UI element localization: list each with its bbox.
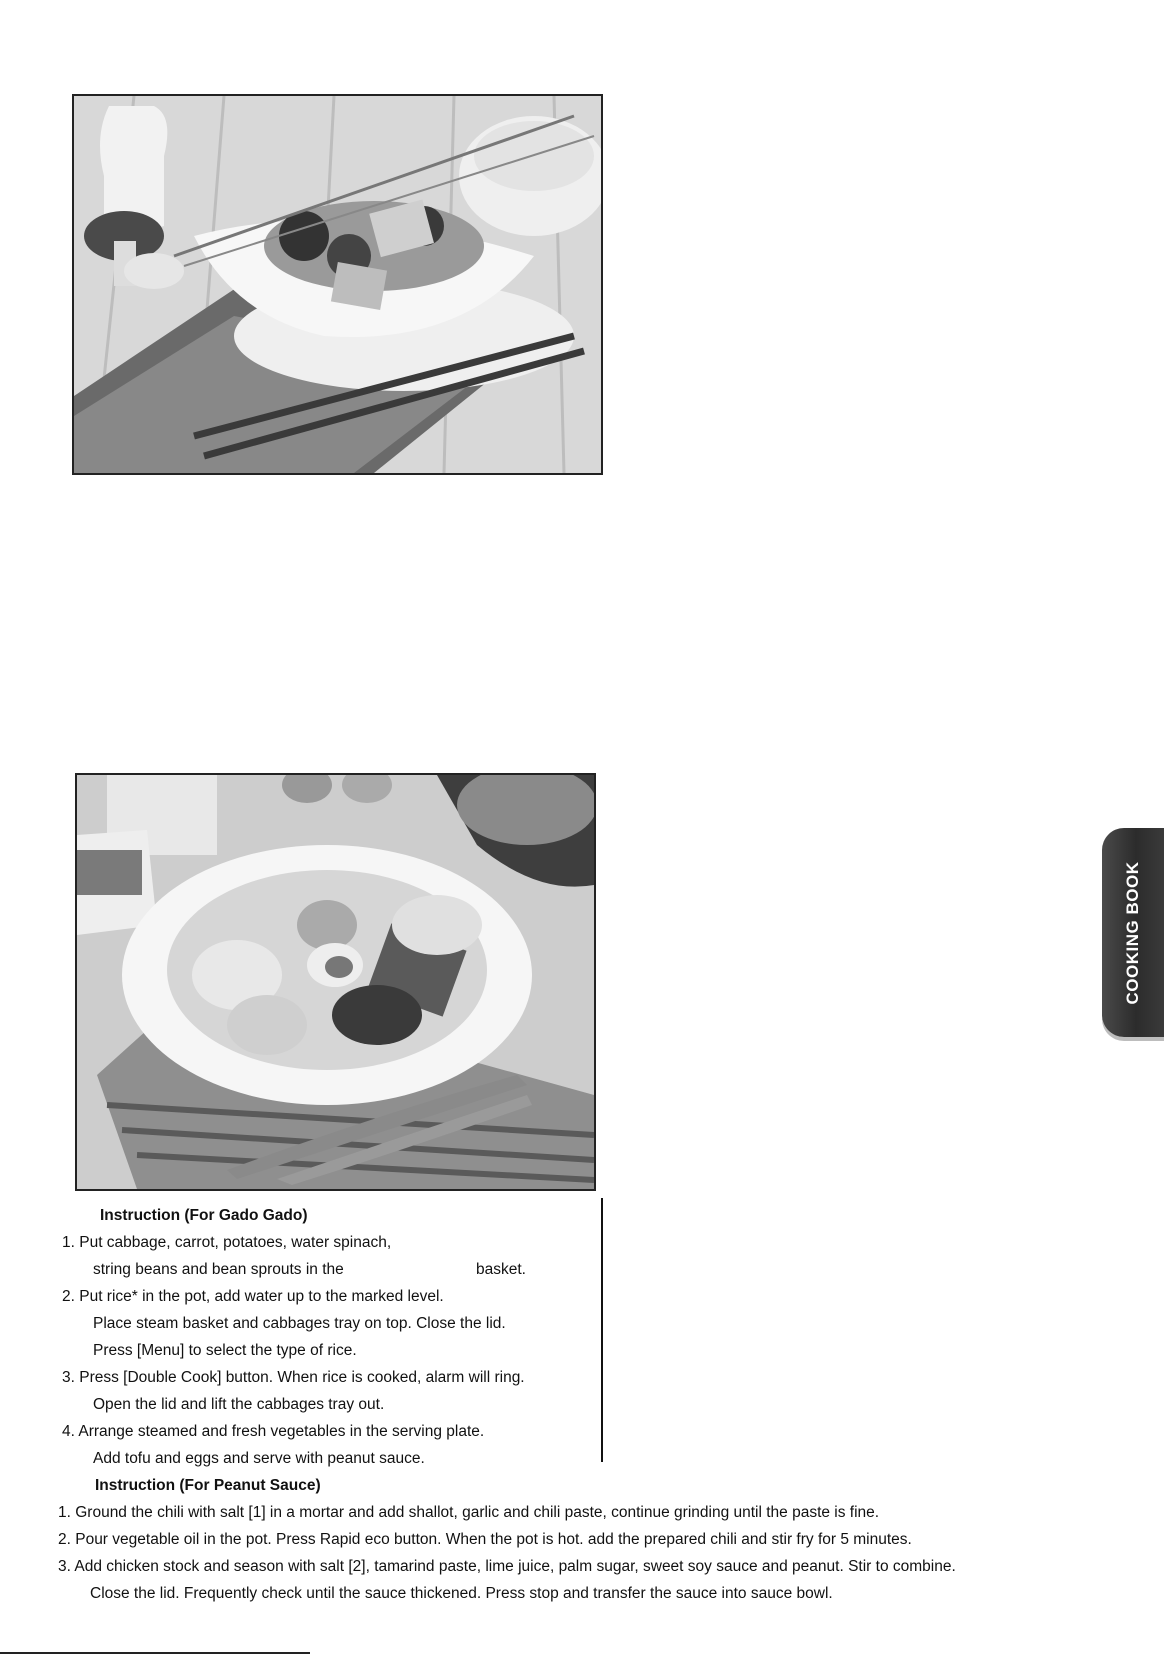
gado-step-1-basket: basket. [476,1261,526,1278]
gado-step-4: 4. Arrange steamed and fresh vegetables in the serving plate. [62,1423,485,1440]
peanut-step-2: 2. Pour vegetable oil in the pot. Press Rapid eco button. When the pot is hot. add the prepared chili and stir fry for 5 minutes. [58,1531,912,1548]
gado-gado-illustration [77,775,594,1189]
gado-step-3-cont: Open the lid and lift the cabbages tray out. [93,1396,385,1413]
gado-step-2: 2. Put rice* in the pot, add water up to the marked level. [62,1288,444,1305]
gado-step-2-cont2: Press [Menu] to select the type of rice. [93,1342,357,1359]
section-tab [1102,828,1164,1037]
gado-step-1-cont: string beans and bean sprouts in the [93,1261,344,1278]
gado-step-3: 3. Press [Double Cook] button. When rice is cooked, alarm will ring. [62,1369,525,1386]
recipe-photo-gado-gado [75,773,596,1191]
column-divider [601,1198,603,1462]
gado-step-1: 1. Put cabbage, carrot, potatoes, water spinach, [62,1234,392,1251]
page-bottom-rule [0,1652,310,1654]
section-tab-label: COOKING BOOK [1123,861,1142,1004]
peanut-step-3: 3. Add chicken stock and season with salt [2], tamarind paste, lime juice, palm sugar, sweet soy sauce and peanut. Stir to combine. [58,1558,956,1575]
peanut-instruction-heading: Instruction (For Peanut Sauce) [95,1477,321,1494]
gado-instruction-heading: Instruction (For Gado Gado) [100,1207,308,1224]
peanut-step-1: 1. Ground the chili with salt [1] in a mortar and add shallot, garlic and chili paste, continue grinding until the paste is fine. [58,1504,880,1521]
peanut-step-3-cont: Close the lid. Frequently check until the sauce thickened. Press stop and transfer the sauce into sauce bowl. [90,1585,833,1602]
stir-fry-illustration [74,96,601,473]
gado-step-4-cont: Add tofu and eggs and serve with peanut sauce. [93,1450,425,1467]
gado-step-2-cont: Place steam basket and cabbages tray on top. Close the lid. [93,1315,506,1332]
recipe-photo-stir-fry [72,94,603,475]
